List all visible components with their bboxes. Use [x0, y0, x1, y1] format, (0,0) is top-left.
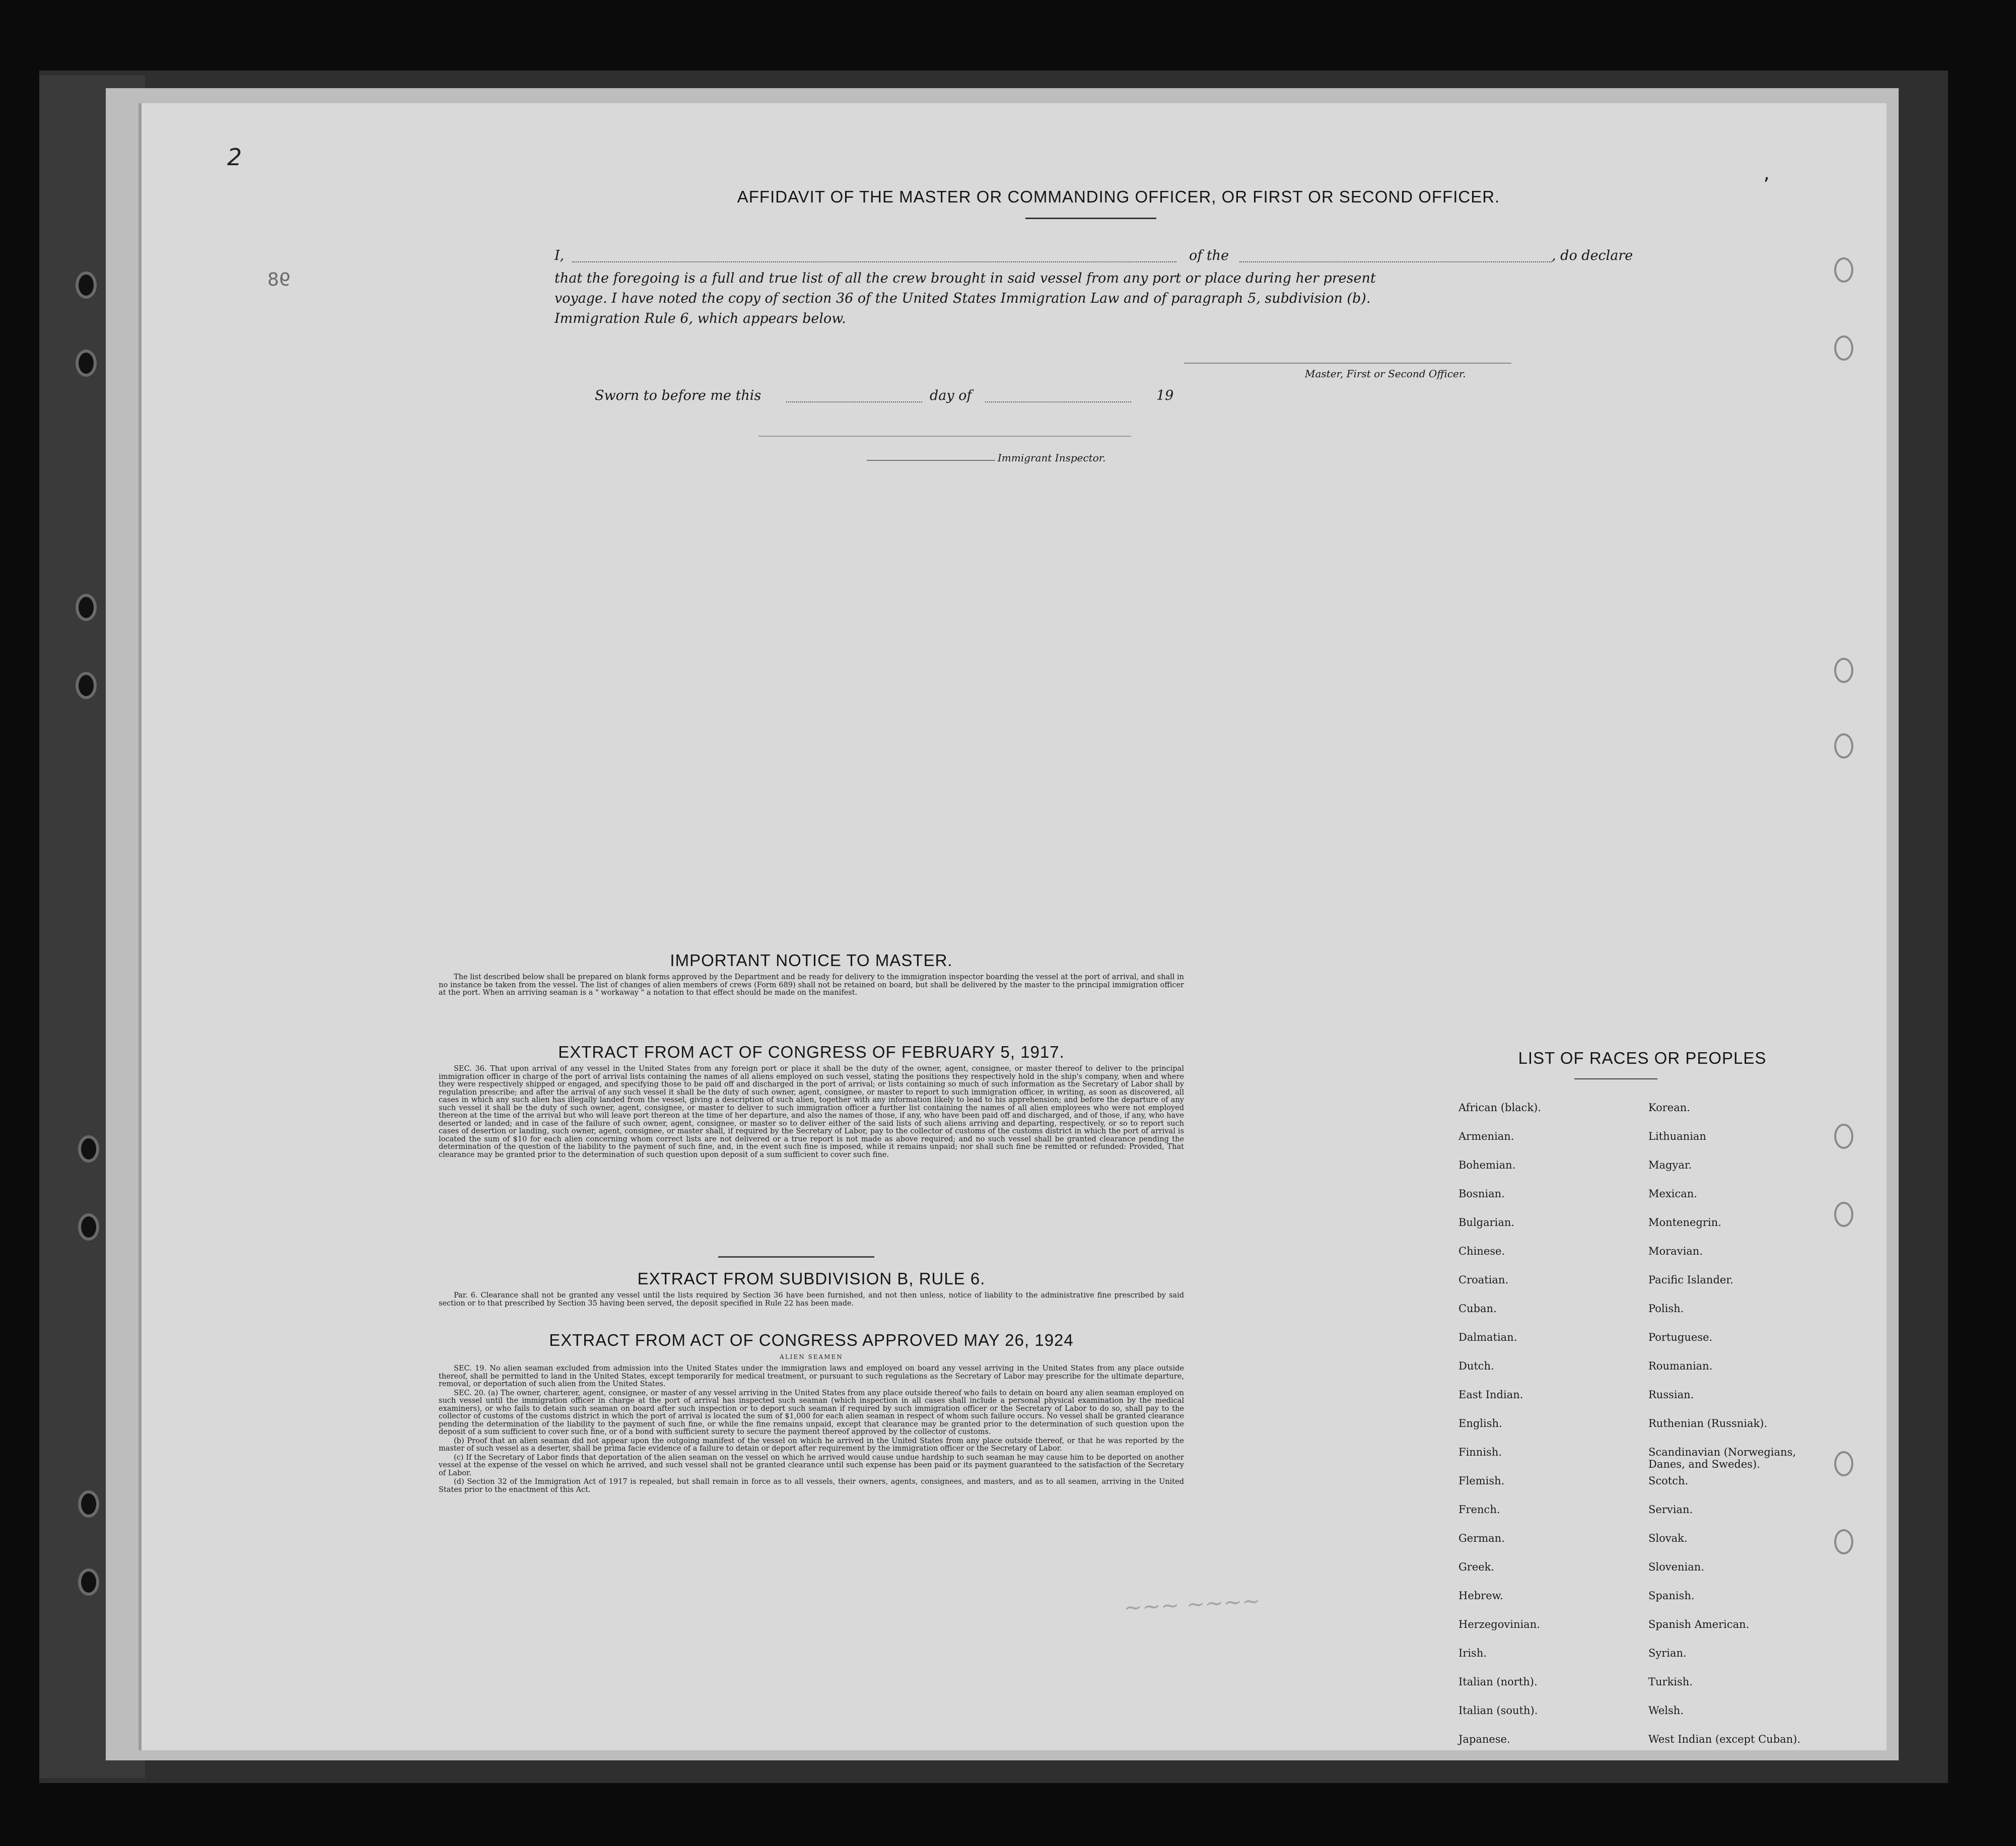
affidavit-of-the: of the [1189, 248, 1229, 263]
binder-hole-icon [81, 1571, 96, 1593]
notice-paragraph: The list described below shall be prepared on blank forms approved by the Department and be ready for delivery to the immigration inspector boarding the vessel at the port of arrival, and shall in no instance be taken from the vessel. The list of changes of alien members of crews (Form 689) shall not be retained on board, but shall be delivered by the master to the principal immigration officer at the port. When an arriving seaman is a " workaway " a notation to that effect should be made on the manifest. [439, 973, 1184, 997]
races-title: LIST OF RACES OR PEOPLES [1518, 1049, 1767, 1067]
sec-19-paragraph: SEC. 19. No alien seaman excluded from admission into the United States under the immigration laws and employed on board any vessel arriving in the United States from any place outside thereof, shall be permitted to land in the United States, except temporarily for medical treatment, or pursuant to such regulations as the Secretary of Labor may prescribe for the ultimate departure, removal, or deportation of such alien from the United States. [439, 1364, 1184, 1388]
sworn-day-blank [786, 401, 922, 402]
race-right-item: Scandinavian (Norwegians, Danes, and Swedes). [1648, 1446, 1796, 1470]
sec-20a-paragraph: SEC. 20. (a) The owner, charterer, agent, consignee, or master of any vessel arriving in the United States from any place outside thereof who fails to detain on board any alien seaman employed on such vessel until the immigration officer in charge at the port of arrival has inspected such seaman (which inspection in all cases shall include a personal physical examination by the medical examiners), or who fails to detain such seaman on board after such inspection or to deport such seaman if required by such immigration officer or the Secretary of Labor to do so, shall pay to the collector of customs of the customs district in which the port of arrival is located the sum of $1,000 for each alien seaman in respect of whom such failure occurs. No vessel shall be granted clearance pending the determination of the liability to the payment of such fine, or while the fine remains unpaid, except that clearance may be granted prior to the determination of such question upon the deposit of a sum sufficient to cover such fine, or of a bond with sufficient surety to secure the payment thereof approved by the collector of customs. [439, 1389, 1184, 1436]
faint-handwriting: ~~~ ~~~~ [1123, 1588, 1262, 1621]
month-blank [985, 401, 1131, 402]
race-right-item: Servian. [1648, 1503, 1693, 1516]
race-left-item: French. [1458, 1503, 1500, 1516]
year-label: 19 [1156, 388, 1174, 403]
race-right-item: Pacific Islander. [1648, 1274, 1733, 1286]
race-left-item: Italian (south). [1458, 1704, 1538, 1717]
race-right-item: Slovenian. [1648, 1561, 1704, 1573]
race-left-item: German. [1458, 1532, 1505, 1544]
master-label: Master, First or Second Officer. [1305, 368, 1466, 380]
race-left-item: Bohemian. [1458, 1159, 1516, 1171]
race-left-item: Dutch. [1458, 1360, 1494, 1372]
right-corner-mark: ’ [1763, 174, 1770, 197]
race-right-item: Ruthenian (Russniak). [1648, 1417, 1768, 1429]
race-left-item: Finnish. [1458, 1446, 1502, 1458]
par-6-paragraph: Par. 6. Clearance shall not be granted any vessel until the lists required by Section 36 have been furnished, and not then unless, notice of liability to the administrative fine prescribed by said section or to that prescribed by Section 35 having been served, the deposit specified in Rule 22 has been made. [439, 1291, 1184, 1308]
race-left-item: Greek. [1458, 1561, 1495, 1573]
day-of-label: day of [930, 388, 972, 403]
binder-hole-icon [81, 1216, 96, 1238]
race-right-item: Moravian. [1648, 1245, 1703, 1257]
race-right-item: Welsh. [1648, 1704, 1684, 1717]
race-left-item: East Indian. [1458, 1389, 1523, 1401]
page-number: 98 [267, 269, 291, 290]
race-left-item: Bulgarian. [1458, 1216, 1515, 1228]
extract-rule6-title: EXTRACT FROM SUBDIVISION B, RULE 6. [637, 1269, 986, 1288]
punch-hole-icon [1836, 1204, 1851, 1225]
notice-title: IMPORTANT NOTICE TO MASTER. [670, 951, 953, 970]
section-divider [718, 1256, 874, 1258]
race-right-item: Polish. [1648, 1303, 1684, 1315]
extract-rule6-text [439, 1292, 1184, 1309]
race-right-item: Portuguese. [1648, 1331, 1713, 1343]
alien-seamen-subtitle: ALIEN SEAMEN [780, 1353, 843, 1360]
binder-hole-icon [81, 1138, 96, 1159]
race-right-item: Syrian. [1648, 1647, 1687, 1659]
race-right-item: Roumanian. [1648, 1360, 1713, 1372]
affidavit-title: AFFIDAVIT OF THE MASTER OR COMMANDING OFFICER, OR FIRST OR SECOND OFFICER. [737, 187, 1500, 206]
race-left-item: English. [1458, 1417, 1502, 1429]
sec-20b-paragraph: (b) Proof that an alien seaman did not appear upon the outgoing manifest of the vessel on which he arrived in the United States from any place outside thereof, or that he was reported by the master of such vessel as a deserter, shall be prima facie evidence of a failure to detain or deport after requirement by the immigration officer or the Secretary of Labor. [439, 1437, 1184, 1453]
race-left-item: Cuban. [1458, 1303, 1497, 1315]
name-blank [572, 261, 1176, 262]
extract-1924-title: EXTRACT FROM ACT OF CONGRESS APPROVED MAY 26, 1924 [549, 1331, 1074, 1349]
race-right-item: Slovak. [1648, 1532, 1688, 1544]
document-page [138, 103, 1887, 1750]
sworn-label: Sworn to before me this [595, 388, 761, 403]
race-right-item: West Indian (except Cuban). [1648, 1733, 1801, 1745]
punch-hole-icon [1836, 735, 1851, 757]
extract-1917-title: EXTRACT FROM ACT OF CONGRESS OF FEBRUARY 5, 1917. [558, 1043, 1065, 1061]
race-left-item: Flemish. [1458, 1475, 1505, 1487]
race-left-item: African (black). [1458, 1102, 1542, 1114]
punch-hole-icon [1836, 660, 1851, 681]
punch-hole-icon [1836, 1453, 1851, 1474]
race-left-item: Hebrew. [1458, 1590, 1503, 1602]
race-right-item: Russian. [1648, 1389, 1694, 1401]
inspector-label: Immigrant Inspector. [998, 452, 1106, 464]
race-right-item: Spanish. [1648, 1590, 1695, 1602]
binder-hole-icon [79, 597, 94, 618]
race-right-item: Spanish American. [1648, 1618, 1750, 1630]
extract-1917-text [439, 1065, 1184, 1160]
race-left-item: Croatian. [1458, 1274, 1509, 1286]
punch-hole-icon [1836, 1531, 1851, 1552]
affidavit-i: I, [554, 248, 565, 263]
punch-hole-icon [1836, 259, 1851, 281]
binder-hole-icon [79, 275, 94, 296]
affidavit-line-2: that the foregoing is a full and true list of all the crew brought in said vessel from any port or place during her present [554, 270, 1376, 286]
race-right-item: Magyar. [1648, 1159, 1692, 1171]
race-right-item: Lithuanian [1648, 1130, 1706, 1142]
affidavit-do-declare: , do declare [1552, 248, 1633, 263]
binder-hole-icon [79, 353, 94, 374]
binder-hole-icon [81, 1493, 96, 1515]
punch-hole-icon [1836, 337, 1851, 359]
race-left-item: Italian (north). [1458, 1676, 1538, 1688]
section-36-paragraph: SEC. 36. That upon arrival of any vessel in the United States from any foreign port or place it shall be the duty of the owner, agent, consignee, or master thereof to deliver to the principal immigration officer in charge of the port of arrival lists containing the names of all aliens employed on such vessel, stating the positions they respectively hold in the ship's company, when and where they were respectively shipped or engaged, and specifying those to be paid off and discharged in the port of arrival; or lists containing so much of such information as the Secretary of Labor shall by regulation prescribe; and after the arrival of any such vessel it shall be the duty of such owner, agent, consignee, or master to report to such immigration officer, in writing, as soon as discovered, all cases in which any such alien has illegally landed from the vessel, giving a description of such alien, together with any information likely to lead to his apprehension; and before the departure of any such vessel it shall be the duty of such owner, agent, consignee, or master to deliver to such immigration officer a further list containing the names of all alien employees who were not employed thereon at the time of the arrival but who will leave port thereon at the time of her departure, and also the names of those, if any, who have been paid off and discharged, and of those, if any, who have deserted or landed; and in case of the failure of such owner, agent, consignee, or master so to deliver either of the said lists of such aliens arriving and departing, respectively, or so to report such cases of desertion or landing, such owner, agent, consignee, or master shall, if required by the Secretary of Labor, pay to the collector of customs of the customs district in which the port of arrival is located the sum of $10 for each alien concerning whom correct lists are not delivered or a true report is not made as above required; and no such vessel shall be granted clearance pending the determination of the question of the liability to the payment of such fine, and, in the event such fine is imposed, while it remains unpaid; nor shall such fine be remitted or refunded: Provided, That clearance may be granted prior to the determination of such question upon deposit of a sum sufficient to cover such fine. [439, 1065, 1184, 1159]
race-left-item: Japanese. [1458, 1733, 1510, 1745]
race-left-item: Herzegovinian. [1458, 1618, 1540, 1630]
race-left-item: Chinese. [1458, 1245, 1505, 1257]
title-underline [1025, 218, 1156, 219]
race-right-item: Korean. [1648, 1102, 1690, 1114]
punch-hole-icon [1836, 1126, 1851, 1147]
race-right-item: Mexican. [1648, 1188, 1697, 1200]
race-left-item: Armenian. [1458, 1130, 1514, 1142]
signature-line [1184, 363, 1511, 364]
inspector-signature-line [758, 436, 1131, 437]
race-right-item: Scotch. [1648, 1475, 1689, 1487]
races-underline [1574, 1078, 1657, 1079]
extract-1924-text [439, 1365, 1184, 1495]
sec-20c-paragraph: (c) If the Secretary of Labor finds that deportation of the alien seaman on the vessel on which he arrived would cause undue hardship to such seaman he may cause him to be deported on another vessel at the expense of the vessel on which he arrived, and such vessel shall not be granted clearance until such expense has been paid or its payment guaranteed to the satisfaction of the Secretary of Labor. [439, 1453, 1184, 1477]
race-left-item: Irish. [1458, 1647, 1487, 1659]
notice-text [439, 974, 1184, 998]
race-right-item: Montenegrin. [1648, 1216, 1721, 1228]
race-left-item: Bosnian. [1458, 1188, 1505, 1200]
corner-mark: 2 [227, 144, 242, 171]
binder-hole-icon [79, 675, 94, 696]
race-right-item: Turkish. [1648, 1676, 1693, 1688]
affidavit-line-4: Immigration Rule 6, which appears below. [554, 311, 846, 326]
race-left-item: Dalmatian. [1458, 1331, 1517, 1343]
vessel-blank [1239, 261, 1552, 262]
affidavit-line-3: voyage. I have noted the copy of section 36 of the United States Immigration Law and of paragraph 5, subdivision (b). [554, 291, 1371, 306]
inspector-short-line [867, 460, 995, 461]
sec-20d-paragraph: (d) Section 32 of the Immigration Act of 1917 is repealed, but shall remain in force as to all vessels, their owners, agents, consignees, and masters, and as to all seamen, arriving in the United States prior to the enactment of this Act. [439, 1478, 1184, 1494]
